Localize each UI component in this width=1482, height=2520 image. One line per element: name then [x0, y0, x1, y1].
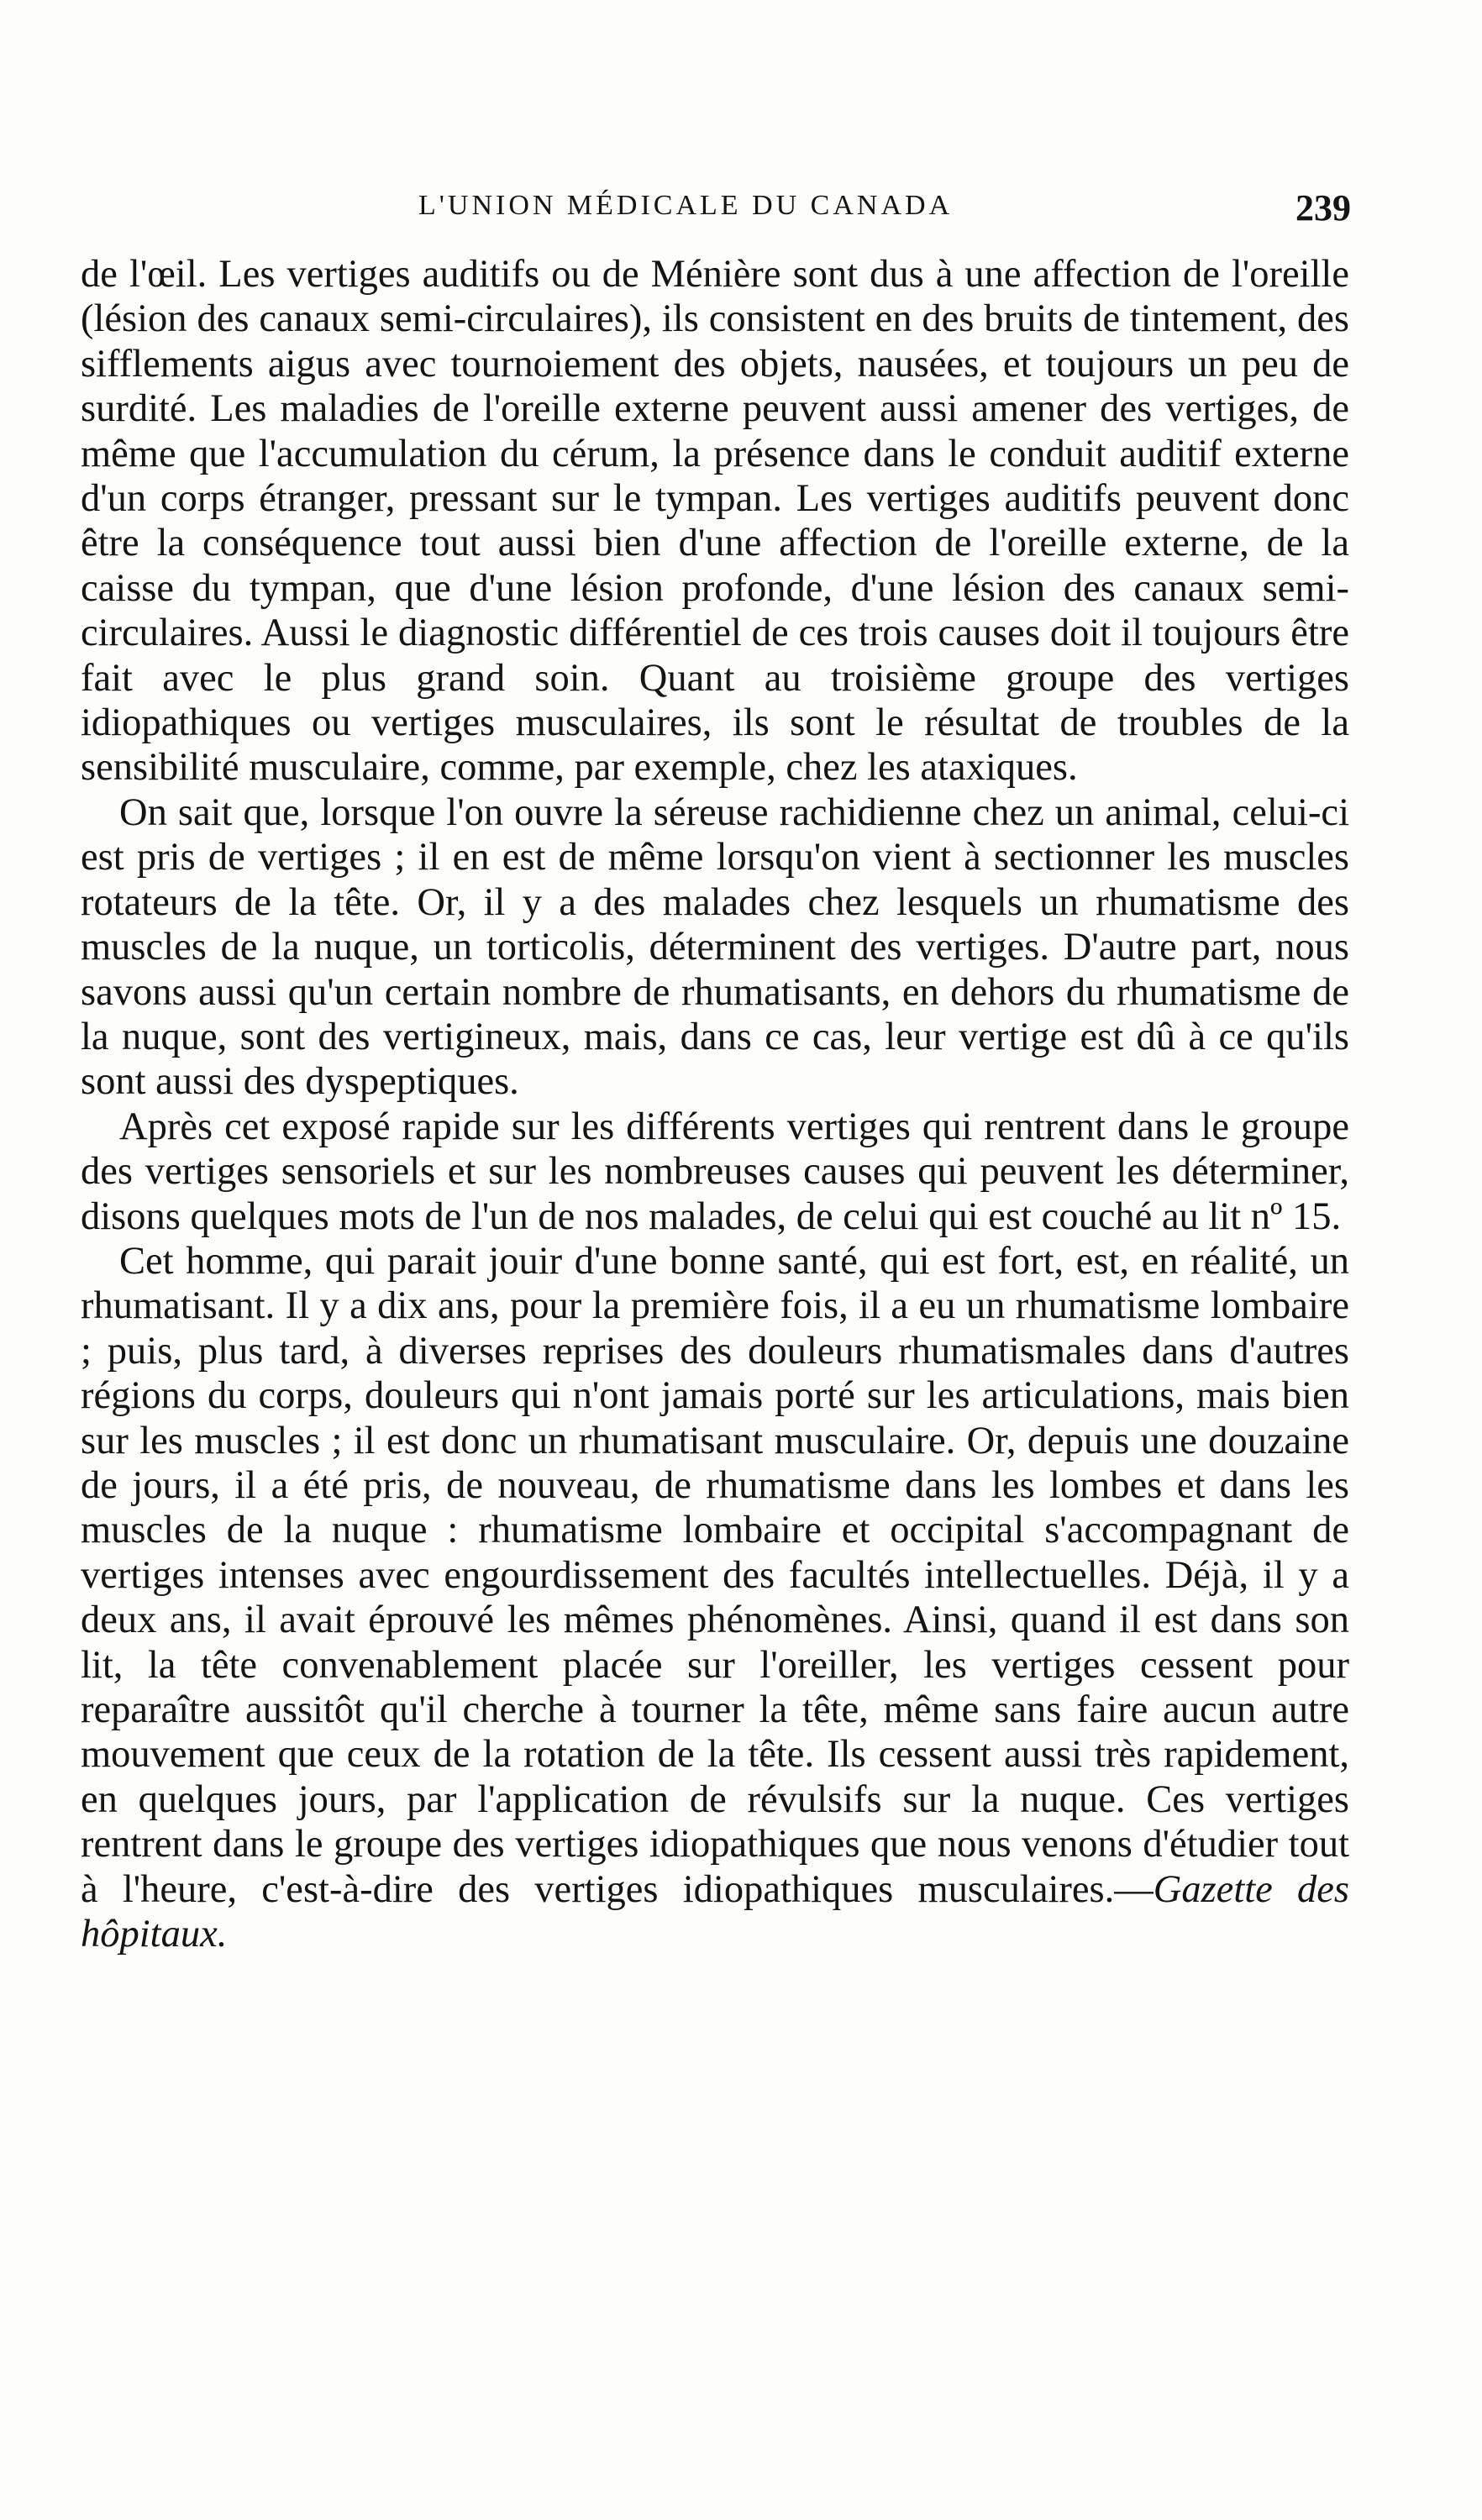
observation-text: Cet homme, qui parait jouir d'une bonne santé, qui est fort, est, en réalité, un rhumatisant. Il y a dix ans, pour la première fois, il a eu un rhumatisme lombaire ; puis, plus tard, à diverses reprises des douleurs rhumatismales dans d'autres régions du corps, douleurs qui n'ont jamais porté sur les articulations, mais bien sur les muscles ; il est donc un rhumatisant musculaire. Or, depuis une douzaine de jours, il a été pris, de nouveau, de rhumatisme dans les lombes et dans les muscles de la nuque : rhumatisme lombaire et occipital s'accompagnant de vertiges intenses avec engourdissement des facultés intellectuelles. Déjà, il y a deux ans, il avait éprouvé les mêmes phénomènes. Ainsi, quand il est dans son lit, la tête convenablement placée sur l'oreiller, les vertiges cessent pour reparaître aussitôt qu'il cherche à tourner la tête, même sans faire aucun autre mouvement que ceux de la rotation de la tête. Ils cessent aussi très rapidement, en quelques jours, par l'application de révulsifs sur la nuque. Ces vertiges rentrent dans le groupe des vertiges idiopathiques que nous venons d'étudier tout à l'heure, c'est-à-dire des vertiges idiopathiques musculaires.—	[81, 1239, 1349, 1911]
running-head	[108, 186, 1351, 237]
paragraph-observation	[81, 1239, 1349, 1957]
running-title: L'UNION MÉDICALE DU CANADA	[418, 190, 954, 221]
paragraph-vertiges-musculaires: On sait que, lorsque l'on ouvre la séreuse rachidienne chez un animal, celui-ci est pris de vertiges ; il en est de même lorsqu'on vient à sectionner les muscles rotateurs de la tête. Or, il y a des malades chez lesquels un rhumatisme des muscles de la nuque, un torticolis, déterminent des vertiges. D'autre part, nous savons aussi qu'un certain nombre de rhumatisants, en dehors du rhumatisme de la nuque, sont des vertigineux, mais, dans ce cas, leur vertige est dû à ce qu'ils sont aussi des dyspeptiques.	[81, 790, 1349, 1104]
paragraph-transition-malade: Après cet exposé rapide sur les différents vertiges qui rentrent dans le groupe des vertiges sensoriels et sur les nombreuses causes qui peuvent les déterminer, disons quelques mots de l'un de nos malades, de celui qui est couché au lit nº 15.	[81, 1105, 1349, 1238]
source-citation: Gazette des hôpitaux.	[81, 1867, 1350, 1956]
article-body	[81, 252, 1349, 1956]
paragraph-vertiges-auditifs: de l'œil. Les vertiges auditifs ou de Ménière sont dus à une affection de l'oreille (lésion des canaux semi-circulaires), ils consistent en des bruits de tintement, des sifflements aigus avec tournoiement des objets, nausées, et toujours un peu de surdité. Les maladies de l'oreille externe peuvent aussi amener des vertiges, de même que l'accumulation du cérum, la présence dans le conduit auditif externe d'un corps étranger, pressant sur le tympan. Les vertiges auditifs peuvent donc être la conséquence tout aussi bien d'une affection de l'oreille externe, de la caisse du tympan, que d'une lésion profonde, d'une lésion des canaux semi-circulaires. Aussi le diagnostic différentiel de ces trois causes doit il toujours être fait avec le plus grand soin. Quant au troisième groupe des vertiges idiopathiques ou vertiges musculaires, ils sont le résultat de troubles de la sensibilité musculaire, comme, par exemple, chez les ataxiques.	[81, 253, 1349, 790]
page-number: 239	[1295, 187, 1351, 228]
